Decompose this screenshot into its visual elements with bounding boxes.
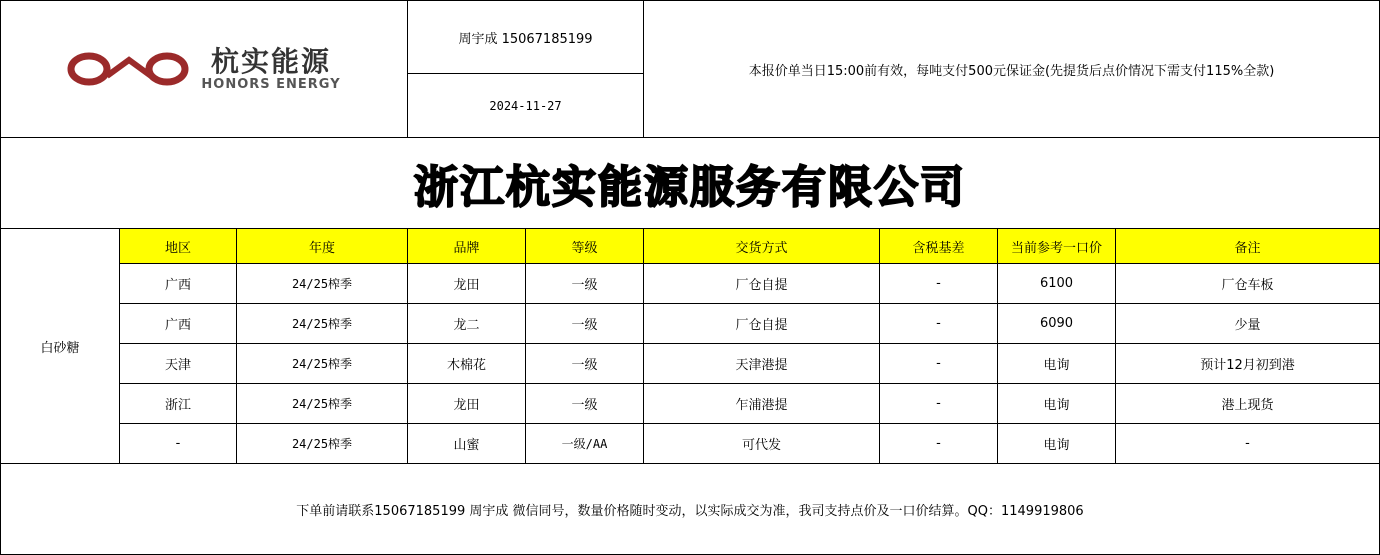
table-cell-price: 6090 [997, 303, 1116, 344]
table-cell-season: 24/25榨季 [236, 383, 408, 424]
col-header-region: 地区 [119, 228, 237, 264]
table-cell-price: 6100 [997, 263, 1116, 304]
table-cell-season: 24/25榨季 [236, 343, 408, 384]
honors-logo-icon [67, 52, 191, 86]
table-cell-region: 天津 [119, 343, 237, 384]
table-cell-grade: 一级 [525, 343, 644, 384]
col-header-grade: 等级 [525, 228, 644, 264]
logo-en-text: HONORS ENERGY [201, 76, 341, 92]
table-cell-brand: 龙二 [407, 303, 526, 344]
company-logo [67, 44, 341, 92]
col-header-remark: 备注 [1115, 228, 1380, 264]
table-cell-grade: 一级 [525, 263, 644, 304]
table-cell-delivery: 厂仓自提 [643, 263, 880, 304]
table-cell-remark: 预计12月初到港 [1115, 343, 1380, 384]
col-header-delivery: 交货方式 [643, 228, 880, 264]
col-header-season: 年度 [236, 228, 408, 264]
table-cell-season: 24/25榨季 [236, 263, 408, 304]
table-cell-price: 电询 [997, 383, 1116, 424]
validity-notice: 本报价单当日15:00前有效，每吨支付500元保证金(先提货后点价情况下需支付115%全款) [643, 0, 1380, 138]
table-cell-price: 电询 [997, 423, 1116, 464]
table-cell-brand: 山蜜 [407, 423, 526, 464]
table-cell-grade: 一级 [525, 303, 644, 344]
table-cell-grade: 一级/AA [525, 423, 644, 464]
table-cell-price: 电询 [997, 343, 1116, 384]
table-cell-remark: - [1115, 423, 1380, 464]
footer-note: 下单前请联系15067185199 周宇成 微信同号，数量价格随时变动，以实际成交为准，我司支持点价及一口价结算。QQ：1149919806 [0, 463, 1380, 555]
table-cell-region: 广西 [119, 263, 237, 304]
table-cell-brand: 龙田 [407, 383, 526, 424]
logo-cell [0, 0, 408, 138]
col-header-price: 当前参考一口价 [997, 228, 1116, 264]
table-cell-region: - [119, 423, 237, 464]
table-cell-delivery: 乍浦港提 [643, 383, 880, 424]
table-cell-remark: 港上现货 [1115, 383, 1380, 424]
page-title: 浙江杭实能源服务有限公司 [414, 162, 966, 213]
table-cell-region: 广西 [119, 303, 237, 344]
table-cell-brand: 龙田 [407, 263, 526, 304]
table-cell-delivery: 天津港提 [643, 343, 880, 384]
contact-cell: 周宇成 15067185199 [407, 0, 644, 74]
product-name: 白砂糖 [0, 228, 120, 464]
page-title-cell [0, 137, 1380, 229]
table-cell-basis: - [879, 343, 998, 384]
table-cell-basis: - [879, 263, 998, 304]
quote-date: 2024-11-27 [407, 73, 644, 138]
table-cell-region: 浙江 [119, 383, 237, 424]
table-cell-basis: - [879, 383, 998, 424]
table-cell-basis: - [879, 303, 998, 344]
col-header-brand: 品牌 [407, 228, 526, 264]
table-cell-season: 24/25榨季 [236, 303, 408, 344]
table-cell-season: 24/25榨季 [236, 423, 408, 464]
table-cell-remark: 厂仓车板 [1115, 263, 1380, 304]
table-cell-delivery: 厂仓自提 [643, 303, 880, 344]
table-cell-delivery: 可代发 [643, 423, 880, 464]
table-cell-remark: 少量 [1115, 303, 1380, 344]
table-cell-grade: 一级 [525, 383, 644, 424]
logo-cn-text: 杭实能源 [210, 44, 331, 78]
col-header-basis: 含税基差 [879, 228, 998, 264]
table-cell-basis: - [879, 423, 998, 464]
table-cell-brand: 木棉花 [407, 343, 526, 384]
